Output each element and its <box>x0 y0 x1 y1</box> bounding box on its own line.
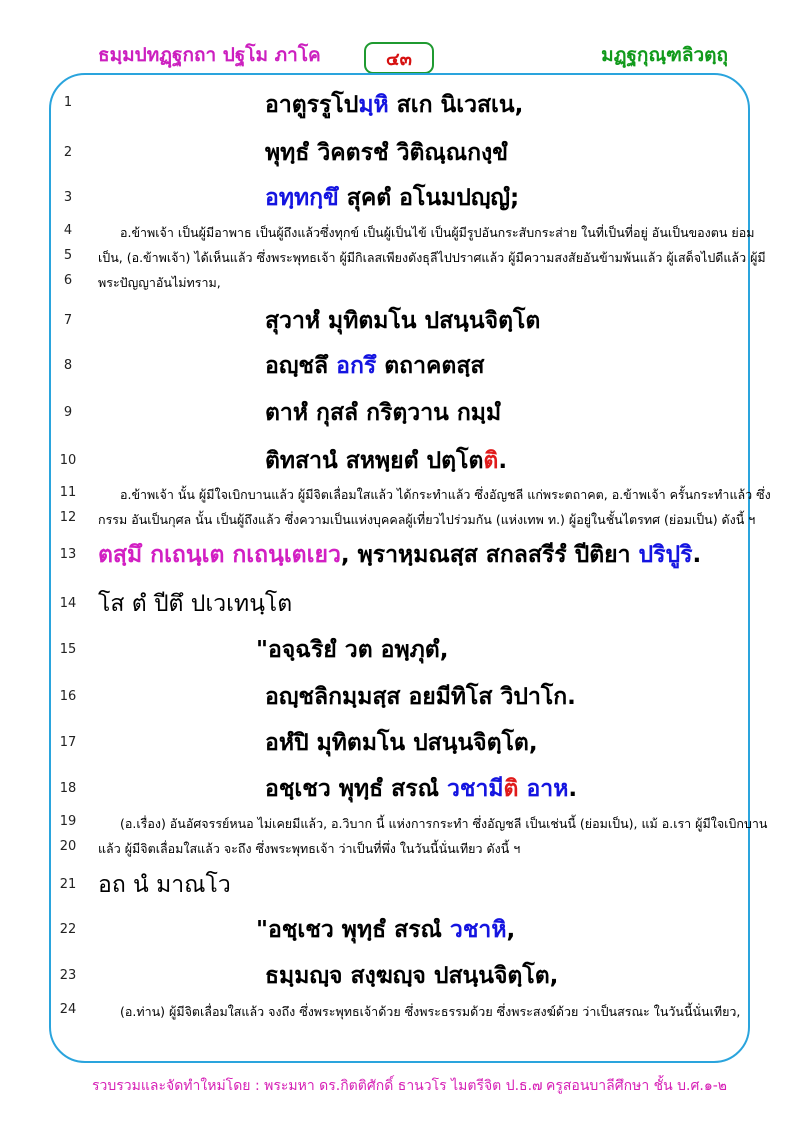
line-number: 13 <box>59 547 77 562</box>
verse-line: "อชฺเชว พุทฺธํ สรณํ วชาหิ, <box>256 917 516 943</box>
translation-line: อ.ข้าพเจ้า เป็นผู้มีอาพาธ เป็นผู้ถึงแล้วซึ่งทุกข์ เป็นผู้เป็นไข้ เป็นผู้มีรูปอันกระสับกระส่าย ในที่เป็นที่อยู่ อันเป็นของตน ย่อม <box>120 225 755 240</box>
line-number: 12 <box>59 510 77 525</box>
line-number: 1 <box>63 95 73 110</box>
book-title: ธมฺมปทฏฺฐกถา ปฐโม ภาโค <box>98 44 321 66</box>
line-number: 14 <box>59 596 77 611</box>
line-number: 24 <box>59 1002 77 1017</box>
verse-line: ธมฺมญฺจ สงฺฆญฺจ ปสนฺนจิตฺโต, <box>265 963 559 989</box>
highlight-word: อทฺทกฺขึ <box>265 185 339 211</box>
story-title: มฏฺฐกุณฺฑลิวตฺถุ <box>601 44 728 66</box>
highlight-word: ตสฺมึ กเถนฺเต กเถนฺเตเยว <box>98 542 341 568</box>
verse-line: อาตูรรูโปมฺหิ สเก นิเวสเน, <box>265 92 524 118</box>
highlight-word: มฺหิ <box>358 92 389 118</box>
line-number: 10 <box>59 453 77 468</box>
line-number: 21 <box>59 877 77 892</box>
line-number: 17 <box>59 735 77 750</box>
translation-line: อ.ข้าพเจ้า นั้น ผู้มีใจเบิกบานแล้ว ผู้มีจิตเลื่อมใสแล้ว ได้กระทำแล้ว ซึ่งอัญชลี แก่พระตถาคต, อ.ข้าพเจ้า ครั้นกระทำแล้ว ซึ่ง <box>120 487 771 502</box>
verse-line: "อจฺฉริยํ วต อพฺภุตํ, <box>256 637 449 663</box>
line-number: 20 <box>59 839 77 854</box>
highlight-word: วชาหิ <box>449 917 507 943</box>
verse-line: อญฺชลึ อกรึ ตถาคตสฺส <box>265 353 485 379</box>
verse-line: อชฺเชว พุทฺธํ สรณํ วชามีติ อาห. <box>265 776 578 802</box>
verse-line: พุทฺธํ วิคตรชํ วิติณฺณกงฺขํ <box>265 140 508 166</box>
verse-line: อทฺทกฺขึ สุคตํ อโนมปญฺญํ; <box>265 185 520 211</box>
prose-line: โส ตํ ปีตึ ปเวเทนฺโต <box>98 591 293 617</box>
verse-line: อหํปิ มุทิตมโน ปสนฺนจิตฺโต, <box>265 730 538 756</box>
verse-line: สุวาหํ มุทิตมโน ปสนฺนจิตฺโต <box>265 308 541 334</box>
line-number: 7 <box>63 313 73 328</box>
line-number: 8 <box>63 358 73 373</box>
highlight-word: ปริปูริ <box>638 542 693 568</box>
footer-course: ครูสอนบาลีศึกษา ชั้น บ.ศ.๑-๒ <box>546 1078 728 1094</box>
line-number: 3 <box>63 190 73 205</box>
line-number: 15 <box>59 642 77 657</box>
translation-line: (อ.ท่าน) ผู้มีจิตเลื่อมใสแล้ว จงถึง ซึ่งพระพุทธเจ้าด้วย ซึ่งพระธรรมด้วย ซึ่งพระสงฆ์ด้วย ว่าเป็นสรณะ ในวันนี้นั่นเทียว, <box>120 1004 741 1019</box>
line-number: 6 <box>63 273 73 288</box>
highlight-word: อาห <box>518 776 569 802</box>
translation-line: แล้ว ผู้มีจิตเลื่อมใสแล้ว จะถึง ซึ่งพระพุทธเจ้า ว่าเป็นที่พึ่ง ในวันนี้นั่นเทียว ดังนี้ ฯ <box>98 841 521 856</box>
line-number: 23 <box>59 968 77 983</box>
highlight-word: ติ <box>503 776 519 802</box>
line-number: 4 <box>63 223 73 238</box>
translation-line: กรรม อันเป็นกุศล นั้น เป็นผู้ถึงแล้ว ซึ่งความเป็นแห่งบุคคลผู้เที่ยวไปร่วมกัน (แห่งเทพ ท.) ผู้อยู่ในชั้นไตรทศ (ย่อมเป็น) ดังนี้ ฯ <box>98 512 756 527</box>
page-number-box: ๔๓ <box>364 42 434 74</box>
verse-line: ติทสานํ สหพฺยตํ ปตฺโตติ. <box>265 448 508 474</box>
verse-line: อญฺชลิกมฺมสฺส อยมีทิโส วิปาโก. <box>265 684 576 710</box>
line-number: 19 <box>59 814 77 829</box>
line-number: 18 <box>59 781 77 796</box>
translation-line: (อ.เรื่อง) อันอัศจรรย์หนอ ไม่เคยมีแล้ว, อ.วิบาก นี้ แห่งการกระทำ ซึ่งอัญชลี เป็นเช่นนี้ (ย่อมเป็น), แม้ อ.เรา ผู้มีใจเบิกบาน <box>120 816 768 831</box>
line-number: 9 <box>63 405 73 420</box>
prose-line: อถ นํ มาณโว <box>98 872 231 898</box>
translation-line: พระปัญญาอันไม่ทราม, <box>98 275 221 290</box>
line-number: 11 <box>59 485 77 500</box>
line-number: 16 <box>59 689 77 704</box>
line-number: 2 <box>63 145 73 160</box>
highlight-word: อกรึ <box>336 353 377 379</box>
verse-line: ตาหํ กุสลํ กริตฺวาน กมฺมํ <box>265 400 502 426</box>
highlight-word: วชามี <box>446 776 504 802</box>
highlight-word: ติ <box>483 448 499 474</box>
line-number: 22 <box>59 922 77 937</box>
translation-line: เป็น, (อ.ข้าพเจ้า) ได้เห็นแล้ว ซึ่งพระพุทธเจ้า ผู้มีกิเลสเพียงดังธุลีไปปราศแล้ว ผู้มีความสงสัยอันข้ามพ้นแล้ว ผู้เสด็จไปดีแล้ว ผู้มี <box>98 250 766 265</box>
footer-author: รวบรวมและจัดทำใหม่โดย : พระมหา ดร.กิตติศักดิ์ ธานวโร ไมตรีจิต ป.ธ.๗ <box>92 1078 543 1094</box>
line-number: 5 <box>63 248 73 263</box>
prose-line: ตสฺมึ กเถนฺเต กเถนฺเตเยว, พฺราหฺมณสฺส สกลสรีรํ ปีติยา ปริปูริ. <box>98 542 702 568</box>
